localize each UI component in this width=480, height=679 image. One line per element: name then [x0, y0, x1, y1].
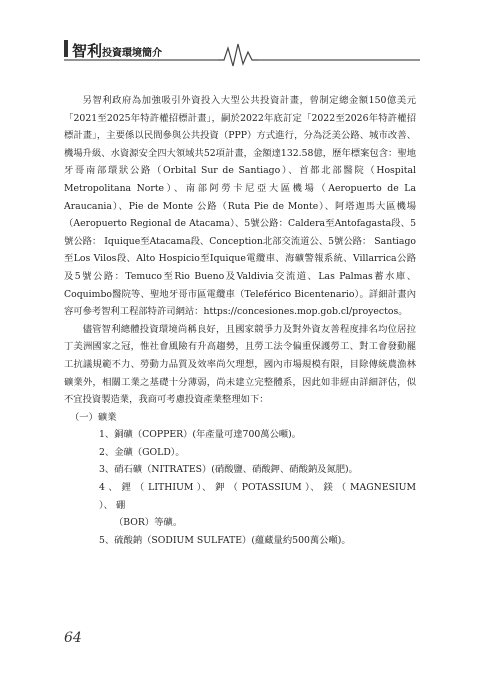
header-pulse-icon: [218, 44, 258, 66]
page-number: 64: [64, 630, 82, 646]
list-item: 3、硝石礦（NITRATES）(硝酸鹽、硝酸鉀、硝酸鈉及氮肥)。: [99, 464, 358, 476]
list-item: 1、銅礦（COPPER）(年產量可達700萬公噸)。: [99, 429, 302, 441]
header-title-main: 智利: [72, 42, 103, 60]
paragraph-ppp-projects: 另智利政府為加強吸引外資投入大型公共投資計畫，曾制定總金額150億美元「2021至2025年特許權招標計畫」，嗣於2022年底訂定「2022至2026年特許權招標計畫」，主要係以民間參與公共投資（PPP）方式進行，分為泛美公路、城市改善、機場升級、水資源安全四大領域共52項計畫，金額達132.58億，歷年標案包含：聖地牙哥南部環狀公路（Orbital Sur de Santiago）、首都北部醫院（Hospital Metropolitana Norte）、南部阿勞卡尼亞大區機場（Aeropuerto de La Araucania）、Pie de Monte 公路（Ruta Pie de Monte）、阿塔迦馬大區機場（Aeropuerto Regional de Atacama）、5號公路：Caldera至Antofagasta段、5號公路： Iquique至Atacama段、Conception北部交流道公、5號公路： Santiago至Los Vilos段、Alto Hospicio至Iquique電纜車、海礦警報系統、Villarrica公路及5號公路：Temuco至Rio Bueno及Valdivia交流道、Las Palmas蓄水庫、Coquimbo醫院等、聖地牙哥市區電纜車（Teleférico Bicentenario）。詳細計畫內容可參考智利工程部特許司網站：https://concesiones.mop.gob.cl/proyectos。: [64, 95, 416, 318]
list-item: 2、金礦（GOLD）。: [99, 446, 185, 458]
list-item: 5、硫酸鈉（SODIUM SULFATE）(蘊藏量約500萬公噸)。: [99, 534, 351, 546]
list-item-continuation: （BOR）等礦。: [114, 517, 183, 529]
header-bar-mark: [64, 40, 68, 57]
header-title-sub: 投資環境簡介: [102, 48, 163, 59]
header-title: [72, 40, 162, 61]
body-text: [64, 92, 416, 549]
list-item: 4 、 鋰 （ LITHIUM ）、 鉀 （ POTASSIUM ）、 鎂 （ MAGNESIUM ）、 硼: [99, 482, 416, 511]
section-heading-mining: （一）礦業: [70, 411, 117, 423]
page-header: [0, 38, 480, 68]
paragraph-investment-environment: 儘管智利總體投資環境尚稱良好，且國家競爭力及對外資友善程度排名均位居拉丁美洲國家之冠，惟社會風險有升高趨勢，且勞工法令偏重保護勞工、對工會發動罷工抗議規範不力、勞動力品質及效率尚欠理想，國內市場規模有限，目除傳統農漁林礦業外，相關工業之基礎十分薄弱，尚未建立完整體系，因此如非經由詳細評估，似不宜投資製造業，我商可考慮投資產業整理如下：: [64, 323, 416, 406]
